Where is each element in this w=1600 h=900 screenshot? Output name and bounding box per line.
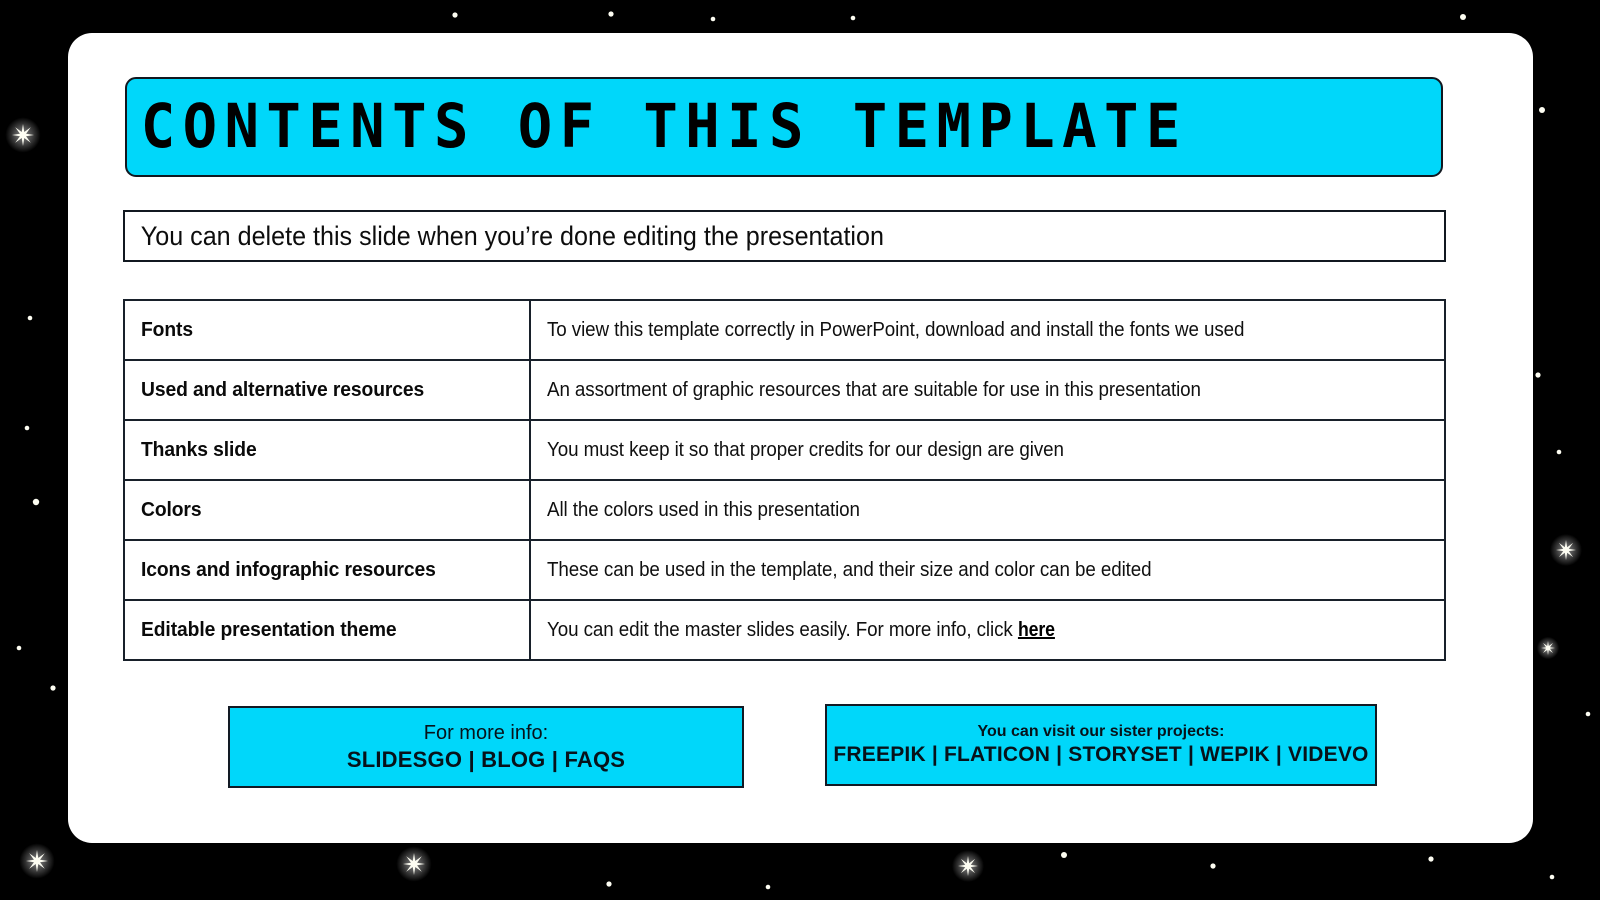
slide-subtitle: You can delete this slide when you’re done editing the presentation bbox=[140, 220, 884, 251]
table-row-description-text: All the colors used in this presentation bbox=[547, 498, 860, 521]
table-row bbox=[124, 420, 1445, 480]
table-row-label-text: Thanks slide bbox=[141, 438, 257, 461]
here-link[interactable]: here bbox=[1017, 618, 1055, 641]
table-row-description-text: These can be used in the template, and their size and color can be edited bbox=[547, 558, 1152, 581]
star-dot-icon bbox=[1586, 712, 1591, 717]
table-row-label bbox=[124, 360, 530, 420]
sparkle-icon bbox=[952, 850, 984, 882]
table-row-description-text: To view this template correctly in PowerPoint, download and install the fonts we used bbox=[547, 318, 1245, 341]
star-dot-icon bbox=[50, 685, 55, 690]
table-row-label bbox=[124, 300, 530, 360]
table-row-label-text: Used and alternative resources bbox=[141, 378, 425, 401]
table-row-label bbox=[124, 480, 530, 540]
contents-table bbox=[123, 299, 1446, 661]
sister-projects-button[interactable] bbox=[825, 704, 1377, 786]
table-row bbox=[124, 360, 1445, 420]
star-dot-icon bbox=[452, 12, 457, 17]
table-row-description-text: You must keep it so that proper credits for our design are given bbox=[547, 438, 1064, 461]
star-dot-icon bbox=[608, 11, 613, 16]
sister-projects-button-caption: You can visit our sister projects: bbox=[977, 722, 1225, 740]
sparkle-icon bbox=[396, 846, 431, 881]
star-dot-icon bbox=[1460, 14, 1466, 20]
slide-card bbox=[68, 33, 1533, 843]
table-row-description bbox=[530, 480, 1445, 540]
star-dot-icon bbox=[1550, 875, 1555, 880]
table-row-description bbox=[530, 300, 1445, 360]
star-dot-icon bbox=[606, 881, 611, 886]
table-row-label bbox=[124, 600, 530, 660]
sparkle-icon bbox=[19, 843, 54, 878]
table-row-description bbox=[530, 540, 1445, 600]
table-row bbox=[124, 540, 1445, 600]
star-dot-icon bbox=[33, 499, 39, 505]
table-row-label-text: Editable presentation theme bbox=[141, 618, 397, 641]
sparkle-icon bbox=[1537, 637, 1559, 659]
table-row bbox=[124, 600, 1445, 660]
star-dot-icon bbox=[28, 316, 33, 321]
star-dot-icon bbox=[25, 426, 30, 431]
slide-title-banner bbox=[125, 77, 1443, 177]
table-row-label-text: Colors bbox=[141, 498, 202, 521]
star-dot-icon bbox=[1539, 107, 1545, 113]
star-dot-icon bbox=[17, 646, 22, 651]
sparkle-icon bbox=[1550, 534, 1582, 566]
table-row-label bbox=[124, 540, 530, 600]
star-dot-icon bbox=[1535, 372, 1540, 377]
more-info-button-caption: For more info: bbox=[423, 721, 549, 744]
sister-projects-button-links[interactable]: FREEPIK | FLATICON | STORYSET | WEPIK | VIDEVO bbox=[833, 742, 1369, 766]
star-dot-icon bbox=[851, 16, 856, 21]
star-dot-icon bbox=[766, 885, 771, 890]
more-info-button-links[interactable]: SLIDESGO | BLOG | FAQS bbox=[346, 746, 626, 772]
table-row-description bbox=[530, 420, 1445, 480]
table-row-description-text: An assortment of graphic resources that are suitable for use in this presentation bbox=[547, 378, 1201, 401]
star-dot-icon bbox=[1557, 450, 1562, 455]
table-row bbox=[124, 480, 1445, 540]
table-row bbox=[124, 300, 1445, 360]
star-dot-icon bbox=[711, 17, 716, 22]
star-dot-icon bbox=[1428, 856, 1433, 861]
star-dot-icon bbox=[1210, 863, 1215, 868]
sparkle-icon bbox=[5, 117, 40, 152]
table-row-label bbox=[124, 420, 530, 480]
table-row-label-text: Icons and infographic resources bbox=[141, 558, 436, 581]
star-dot-icon bbox=[1061, 852, 1067, 858]
table-row-description bbox=[530, 360, 1445, 420]
more-info-button[interactable] bbox=[228, 706, 744, 788]
slide-subtitle-box bbox=[123, 210, 1446, 262]
page-title: CONTENTS OF THIS TEMPLATE bbox=[140, 91, 1188, 162]
table-row-description-text: You can edit the master slides easily. For more info, click here bbox=[547, 618, 1055, 641]
table-row-label-text: Fonts bbox=[141, 318, 193, 341]
table-row-description bbox=[530, 600, 1445, 660]
